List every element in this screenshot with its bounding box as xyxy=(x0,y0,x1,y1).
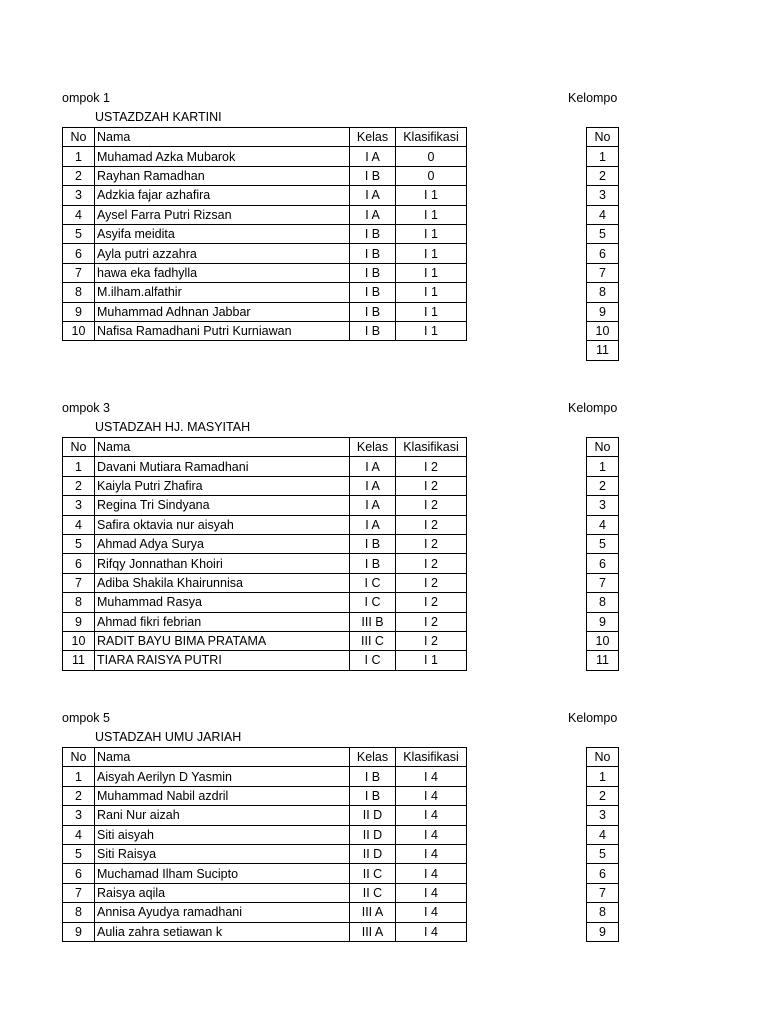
cell-kelas: I A xyxy=(350,496,396,515)
cell-no: 9 xyxy=(63,302,95,321)
right-cell-no: 1 xyxy=(587,147,619,166)
right-cell-no: 11 xyxy=(587,341,619,360)
group-3-label: ompok 3 xyxy=(62,401,110,415)
cell-no: 2 xyxy=(63,166,95,185)
cell-klasifikasi: I 4 xyxy=(396,844,467,863)
right-cell-no: 11 xyxy=(587,651,619,670)
right-cell-no: 5 xyxy=(587,534,619,553)
group-5-right-table xyxy=(586,747,619,942)
table-row xyxy=(587,496,619,515)
cell-no: 7 xyxy=(63,263,95,282)
table-row xyxy=(63,186,467,205)
cell-klasifikasi: I 4 xyxy=(396,767,467,786)
table-header-row xyxy=(587,748,619,767)
cell-nama: Annisa Ayudya ramadhani xyxy=(95,903,350,922)
header-klasifikasi: Klasifikasi xyxy=(396,748,467,767)
cell-no: 11 xyxy=(63,651,95,670)
table-row xyxy=(63,263,467,282)
cell-klasifikasi: I 2 xyxy=(396,457,467,476)
right-cell-no: 8 xyxy=(587,283,619,302)
right-cell-no: 3 xyxy=(587,806,619,825)
right-cell-no: 2 xyxy=(587,476,619,495)
right-cell-no: 2 xyxy=(587,166,619,185)
cell-klasifikasi: I 1 xyxy=(396,302,467,321)
cell-no: 5 xyxy=(63,224,95,243)
cell-kelas: I B xyxy=(350,554,396,573)
cell-klasifikasi: 0 xyxy=(396,166,467,185)
cell-kelas: II D xyxy=(350,844,396,863)
cell-kelas: II C xyxy=(350,864,396,883)
right-cell-no: 1 xyxy=(587,767,619,786)
cell-klasifikasi: I 4 xyxy=(396,806,467,825)
cell-kelas: I A xyxy=(350,147,396,166)
right-cell-no: 7 xyxy=(587,883,619,902)
cell-kelas: I B xyxy=(350,767,396,786)
cell-no: 9 xyxy=(63,922,95,941)
cell-kelas: I A xyxy=(350,186,396,205)
cell-nama: Aysel Farra Putri Rizsan xyxy=(95,205,350,224)
table-header-row xyxy=(63,128,467,147)
right-cell-no: 7 xyxy=(587,573,619,592)
header-no: No xyxy=(63,748,95,767)
cell-nama: Siti Raisya xyxy=(95,844,350,863)
group-1-label: ompok 1 xyxy=(62,91,110,105)
cell-kelas: I C xyxy=(350,573,396,592)
table-row xyxy=(587,631,619,650)
table-row xyxy=(63,244,467,263)
cell-no: 5 xyxy=(63,534,95,553)
cell-nama: Rayhan Ramadhan xyxy=(95,166,350,185)
right-cell-no: 3 xyxy=(587,186,619,205)
header-klasifikasi: Klasifikasi xyxy=(396,128,467,147)
cell-klasifikasi: 0 xyxy=(396,147,467,166)
cell-klasifikasi: I 2 xyxy=(396,554,467,573)
cell-klasifikasi: I 1 xyxy=(396,186,467,205)
cell-no: 4 xyxy=(63,825,95,844)
cell-nama: Nafisa Ramadhani Putri Kurniawan xyxy=(95,321,350,340)
cell-kelas: III A xyxy=(350,922,396,941)
group-1-table xyxy=(62,127,467,341)
cell-no: 8 xyxy=(63,903,95,922)
cell-nama: Safira oktavia nur aisyah xyxy=(95,515,350,534)
cell-klasifikasi: I 4 xyxy=(396,864,467,883)
group-1-right-label: Kelompo xyxy=(568,91,618,105)
cell-klasifikasi: I 2 xyxy=(396,593,467,612)
right-cell-no: 4 xyxy=(587,825,619,844)
cell-klasifikasi: I 1 xyxy=(396,244,467,263)
cell-no: 7 xyxy=(63,883,95,902)
table-row xyxy=(63,806,467,825)
cell-nama: Muhammad Adhnan Jabbar xyxy=(95,302,350,321)
table-row xyxy=(63,883,467,902)
right-cell-no: 10 xyxy=(587,321,619,340)
cell-no: 8 xyxy=(63,283,95,302)
cell-no: 2 xyxy=(63,476,95,495)
table-row xyxy=(63,844,467,863)
cell-klasifikasi: I 1 xyxy=(396,263,467,282)
table-row xyxy=(587,224,619,243)
cell-kelas: I B xyxy=(350,283,396,302)
cell-kelas: I C xyxy=(350,593,396,612)
table-row xyxy=(63,515,467,534)
table-header-row xyxy=(587,128,619,147)
table-row xyxy=(63,147,467,166)
table-row xyxy=(587,205,619,224)
right-cell-no: 9 xyxy=(587,922,619,941)
table-header-row xyxy=(63,438,467,457)
table-row xyxy=(587,302,619,321)
cell-nama: Asyifa meidita xyxy=(95,224,350,243)
table-row xyxy=(587,244,619,263)
header-klasifikasi: Klasifikasi xyxy=(396,438,467,457)
cell-nama: Rifqy Jonnathan Khoiri xyxy=(95,554,350,573)
right-cell-no: 10 xyxy=(587,631,619,650)
header-no: No xyxy=(63,128,95,147)
table-header-row xyxy=(63,748,467,767)
table-row xyxy=(63,922,467,941)
table-row xyxy=(63,205,467,224)
cell-klasifikasi: I 1 xyxy=(396,224,467,243)
header-nama: Nama xyxy=(95,128,350,147)
right-cell-no: 6 xyxy=(587,244,619,263)
cell-kelas: I C xyxy=(350,651,396,670)
table-header-row xyxy=(587,438,619,457)
right-cell-no: 6 xyxy=(587,554,619,573)
cell-no: 7 xyxy=(63,573,95,592)
table-row xyxy=(63,786,467,805)
table-row xyxy=(587,651,619,670)
cell-kelas: I A xyxy=(350,476,396,495)
table-row xyxy=(63,651,467,670)
right-cell-no: 4 xyxy=(587,205,619,224)
cell-kelas: I B xyxy=(350,166,396,185)
table-row xyxy=(63,903,467,922)
cell-kelas: I B xyxy=(350,786,396,805)
cell-klasifikasi: I 1 xyxy=(396,651,467,670)
cell-nama: Davani Mutiara Ramadhani xyxy=(95,457,350,476)
table-row xyxy=(63,496,467,515)
right-cell-no: 8 xyxy=(587,593,619,612)
right-cell-no: 6 xyxy=(587,864,619,883)
cell-no: 1 xyxy=(63,147,95,166)
cell-nama: M.ilham.alfathir xyxy=(95,283,350,302)
cell-kelas: I B xyxy=(350,263,396,282)
group-5-right-label: Kelompo xyxy=(568,711,618,725)
cell-kelas: III A xyxy=(350,903,396,922)
cell-klasifikasi: I 2 xyxy=(396,631,467,650)
table-row xyxy=(587,612,619,631)
cell-klasifikasi: I 1 xyxy=(396,321,467,340)
table-row xyxy=(587,573,619,592)
table-row xyxy=(587,476,619,495)
table-row xyxy=(587,147,619,166)
cell-kelas: I B xyxy=(350,224,396,243)
cell-klasifikasi: I 1 xyxy=(396,205,467,224)
cell-klasifikasi: I 4 xyxy=(396,883,467,902)
right-cell-no: 5 xyxy=(587,224,619,243)
cell-nama: Ayla putri azzahra xyxy=(95,244,350,263)
header-kelas: Kelas xyxy=(350,438,396,457)
table-row xyxy=(63,593,467,612)
cell-nama: TIARA RAISYA PUTRI xyxy=(95,651,350,670)
table-row xyxy=(587,321,619,340)
right-cell-no: 2 xyxy=(587,786,619,805)
table-row xyxy=(587,186,619,205)
cell-no: 6 xyxy=(63,244,95,263)
cell-kelas: II D xyxy=(350,825,396,844)
group-3-right-table xyxy=(586,437,619,671)
table-row xyxy=(63,612,467,631)
cell-no: 1 xyxy=(63,457,95,476)
cell-klasifikasi: I 2 xyxy=(396,534,467,553)
cell-no: 4 xyxy=(63,515,95,534)
cell-klasifikasi: I 2 xyxy=(396,476,467,495)
table-row xyxy=(587,864,619,883)
cell-klasifikasi: I 1 xyxy=(396,283,467,302)
cell-nama: Muhammad Rasya xyxy=(95,593,350,612)
cell-nama: Aisyah Aerilyn D Yasmin xyxy=(95,767,350,786)
header-no: No xyxy=(63,438,95,457)
cell-nama: Muhamad Azka Mubarok xyxy=(95,147,350,166)
table-row xyxy=(63,283,467,302)
cell-klasifikasi: I 2 xyxy=(396,612,467,631)
table-row xyxy=(63,825,467,844)
table-row xyxy=(587,786,619,805)
table-row xyxy=(587,341,619,360)
cell-no: 3 xyxy=(63,806,95,825)
cell-nama: Aulia zahra setiawan k xyxy=(95,922,350,941)
cell-no: 5 xyxy=(63,844,95,863)
table-row xyxy=(587,844,619,863)
table-row xyxy=(63,864,467,883)
group-1-right-table xyxy=(586,127,619,361)
table-row xyxy=(63,554,467,573)
table-row xyxy=(63,224,467,243)
header-kelas: Kelas xyxy=(350,748,396,767)
cell-klasifikasi: I 4 xyxy=(396,786,467,805)
cell-nama: hawa eka fadhylla xyxy=(95,263,350,282)
cell-kelas: I A xyxy=(350,457,396,476)
cell-klasifikasi: I 2 xyxy=(396,515,467,534)
cell-nama: Ahmad fikri febrian xyxy=(95,612,350,631)
group-1-teacher: USTAZDZAH KARTINI xyxy=(95,110,222,124)
cell-nama: Raisya aqila xyxy=(95,883,350,902)
table-row xyxy=(63,631,467,650)
table-row xyxy=(587,457,619,476)
cell-nama: Ahmad Adya Surya xyxy=(95,534,350,553)
cell-klasifikasi: I 2 xyxy=(396,573,467,592)
group-5-table xyxy=(62,747,467,942)
cell-klasifikasi: I 4 xyxy=(396,922,467,941)
table-row xyxy=(587,283,619,302)
table-row xyxy=(587,515,619,534)
right-cell-no: 5 xyxy=(587,844,619,863)
right-cell-no: 8 xyxy=(587,903,619,922)
cell-no: 10 xyxy=(63,631,95,650)
table-row xyxy=(587,883,619,902)
right-header-no: No xyxy=(587,438,619,457)
cell-nama: Siti aisyah xyxy=(95,825,350,844)
table-row xyxy=(587,554,619,573)
cell-no: 1 xyxy=(63,767,95,786)
cell-no: 6 xyxy=(63,864,95,883)
right-header-no: No xyxy=(587,748,619,767)
cell-nama: Muhammad Nabil azdril xyxy=(95,786,350,805)
cell-klasifikasi: I 2 xyxy=(396,496,467,515)
header-nama: Nama xyxy=(95,748,350,767)
cell-no: 10 xyxy=(63,321,95,340)
cell-nama: Rani Nur aizah xyxy=(95,806,350,825)
cell-kelas: II C xyxy=(350,883,396,902)
cell-kelas: I A xyxy=(350,205,396,224)
table-row xyxy=(587,593,619,612)
cell-no: 3 xyxy=(63,186,95,205)
cell-no: 6 xyxy=(63,554,95,573)
cell-klasifikasi: I 4 xyxy=(396,903,467,922)
cell-no: 9 xyxy=(63,612,95,631)
cell-no: 4 xyxy=(63,205,95,224)
group-3-teacher: USTADZAH HJ. MASYITAH xyxy=(95,420,251,434)
table-row xyxy=(63,302,467,321)
right-cell-no: 3 xyxy=(587,496,619,515)
cell-kelas: III B xyxy=(350,612,396,631)
cell-no: 2 xyxy=(63,786,95,805)
cell-kelas: III C xyxy=(350,631,396,650)
table-row xyxy=(587,166,619,185)
table-row xyxy=(63,534,467,553)
table-row xyxy=(587,922,619,941)
cell-nama: Regina Tri Sindyana xyxy=(95,496,350,515)
cell-kelas: I A xyxy=(350,515,396,534)
table-row xyxy=(63,457,467,476)
cell-kelas: I B xyxy=(350,302,396,321)
header-kelas: Kelas xyxy=(350,128,396,147)
right-header-no: No xyxy=(587,128,619,147)
cell-nama: Adiba Shakila Khairunnisa xyxy=(95,573,350,592)
right-cell-no: 4 xyxy=(587,515,619,534)
group-3-table xyxy=(62,437,467,671)
table-row xyxy=(63,767,467,786)
right-cell-no: 7 xyxy=(587,263,619,282)
cell-no: 8 xyxy=(63,593,95,612)
table-row xyxy=(587,767,619,786)
right-cell-no: 9 xyxy=(587,612,619,631)
cell-no: 3 xyxy=(63,496,95,515)
cell-kelas: I B xyxy=(350,321,396,340)
table-row xyxy=(63,573,467,592)
cell-kelas: II D xyxy=(350,806,396,825)
cell-nama: Muchamad Ilham Sucipto xyxy=(95,864,350,883)
table-row xyxy=(587,903,619,922)
cell-nama: Kaiyla Putri Zhafira xyxy=(95,476,350,495)
right-cell-no: 1 xyxy=(587,457,619,476)
table-row xyxy=(587,806,619,825)
cell-klasifikasi: I 4 xyxy=(396,825,467,844)
table-row xyxy=(587,825,619,844)
header-nama: Nama xyxy=(95,438,350,457)
table-row xyxy=(587,534,619,553)
table-row xyxy=(587,263,619,282)
group-3-right-label: Kelompo xyxy=(568,401,618,415)
cell-nama: Adzkia fajar azhafira xyxy=(95,186,350,205)
right-cell-no: 9 xyxy=(587,302,619,321)
cell-kelas: I B xyxy=(350,244,396,263)
table-row xyxy=(63,166,467,185)
group-5-label: ompok 5 xyxy=(62,711,110,725)
table-row xyxy=(63,321,467,340)
cell-nama: RADIT BAYU BIMA PRATAMA xyxy=(95,631,350,650)
table-row xyxy=(63,476,467,495)
cell-kelas: I B xyxy=(350,534,396,553)
group-5-teacher: USTADZAH UMU JARIAH xyxy=(95,730,242,744)
